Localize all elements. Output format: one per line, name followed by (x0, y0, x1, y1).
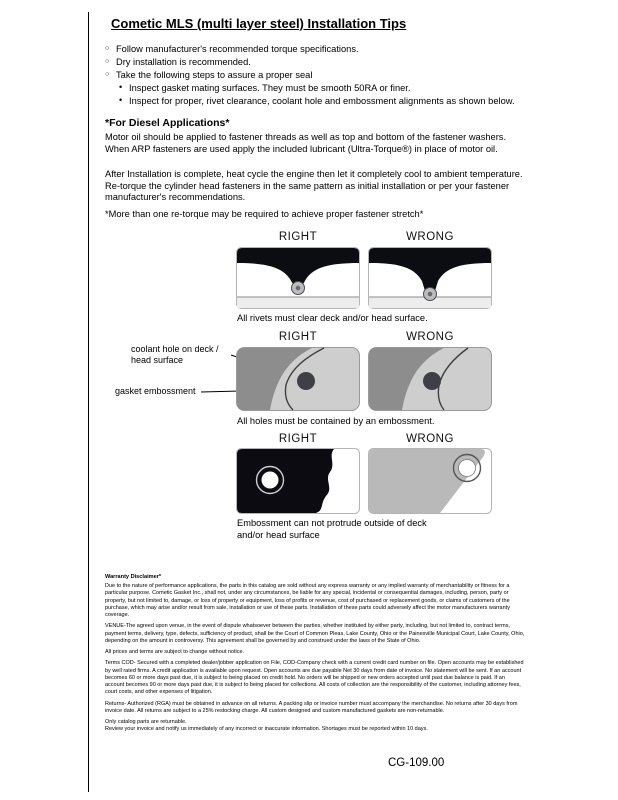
embossment-right-diagram (236, 448, 360, 514)
holes-caption: All holes must be contained by an embossment. (237, 416, 435, 426)
right-label: RIGHT (278, 433, 318, 445)
wrong-label: WRONG (406, 231, 454, 243)
tip-item (105, 56, 525, 68)
disclaimer-paragraph: Review your invoice and notify us immediately of any incorrect or inaccurate information. Shortages must be reported within 10 days. (105, 726, 428, 733)
wrong-label: WRONG (406, 331, 454, 343)
disclaimer-paragraph: All prices and terms are subject to change without notice. (105, 649, 245, 655)
left-rule (88, 12, 89, 792)
tip-text: Dry installation is recommended. (116, 57, 251, 68)
page-code: CG-109.00 (388, 757, 445, 769)
disclaimer-paragraph: Returns- Authorized (RGA) must be obtained in advance on all returns. A packing slip or invoice number must accompany the merchandise. No returns after 30 days from invoice date. All returns are subject to a 25% restocking charge. All custom designed and custom manufactured gaskets are non-returnable. (105, 700, 518, 714)
embossment-wrong-diagram (368, 448, 492, 514)
diesel-paragraph-2: After Installation is complete, heat cycle the engine then let it completely cool to ambient temperature. Re-torque the cylinder head fasteners in the same pattern as initial installation or per your fastener manufacturer's recommendations. (105, 169, 523, 203)
hole-icon (262, 472, 279, 489)
dot-bullet-icon: • (119, 82, 123, 93)
installation-tips-list (105, 43, 525, 108)
warranty-disclaimer (105, 574, 525, 738)
disclaimer-paragraph: Terms COD- Secured with a completed dealer/jobber application on File, COD-Company check with a current credit card number on file. Open accounts may be established by well rated firms. A credit application is available upon request. Open accounts are due payable Net 30 days from date of invoice. No statement will be sent. If an account becomes 60 or more days past due, it is subject to being placed on credit hold. No orders will be shipped or new orders accepted until past due balance is paid. If an account becomes 90 or more days past due, it is subject to being placed for collections. All costs of collection are the responsibility of the customer, including attorney fees, court costs, and other expenses of litigation. (105, 660, 524, 696)
coolant-hole-wrong-diagram (368, 347, 492, 411)
circle-bullet-icon: ○ (105, 71, 110, 79)
hole-icon (459, 460, 476, 477)
circle-bullet-icon: ○ (105, 45, 110, 52)
page-content (105, 0, 529, 800)
coolant-hole-icon (297, 372, 315, 390)
wrong-label: WRONG (406, 433, 454, 445)
diesel-applications-heading: *For Diesel Applications* (105, 117, 230, 129)
embossment-caption: Embossment can not protrude outside of deck and/or head surface (237, 518, 427, 540)
sub-tip-item (105, 95, 525, 107)
coolant-hole-right-diagram (236, 347, 360, 411)
right-label: RIGHT (278, 331, 318, 343)
sub-tip-text: Inspect for proper, rivet clearance, coolant hole and embossment alignments as shown below. (129, 96, 515, 107)
rivets-caption: All rivets must clear deck and/or head surface. (237, 313, 428, 323)
rivet-right-diagram (236, 247, 360, 309)
disclaimer-paragraph: VENUE-The agreed upon venue, in the event of dispute whatsoever between the parties, whether instituted by either party, including, but not limited to, contract terms, payment terms, delivery, type, defects, sufficiency of product, shall be the Court of Common Pleas, Lake County, Ohio or the Painesville Municipal Court, Lake County, Ohio, depending on the amount in controversy. This agreement shall be governed by and construed under the laws of the State of Ohio. (105, 623, 525, 644)
sub-tip-item (105, 82, 525, 94)
disclaimer-paragraph: Due to the nature of performance applications, the parts in this catalog are sold without any express warranty or any implied warranty of merchantability or fitness for a particular purpose. Cometic Gasket Inc., shall not, under any circumstances, be liable for any special, incidental or consequential damages, including, person, party or property, but not limited to, damage, or loss of property or equipment, loss of profits or revenue, cost of purchased or replacement goods, or claims of customers of the purchase, which may arise and/or result from sale, installation or use of these parts. Installation of these parts could adversely affect the motor manufacturers warranty coverage. (105, 583, 510, 618)
coolant-hole-icon (423, 372, 441, 390)
tip-text: Take the following steps to assure a proper seal (116, 70, 313, 81)
rivet-wrong-diagram (368, 247, 492, 309)
page-title: Cometic MLS (multi layer steel) Installation Tips (111, 16, 407, 31)
right-label: RIGHT (278, 231, 318, 243)
tip-text: Follow manufacturer's recommended torque specifications. (116, 44, 359, 54)
circle-bullet-icon: ○ (105, 58, 110, 66)
retorque-note: *More than one re-torque may be required to achieve proper fastener stretch* (105, 209, 424, 219)
dot-bullet-icon: • (119, 95, 123, 106)
warranty-heading: Warranty Disclaimer* (105, 574, 162, 580)
disclaimer-paragraph: Only catalog parts are returnable. (105, 719, 187, 725)
diesel-paragraph-1: Motor oil should be applied to fastener threads as well as top and bottom of the fastener washers. When ARP fasteners are used apply the included lubricant (Ultra-Torque®) in place of motor oil. (105, 132, 507, 154)
sub-tip-text: Inspect gasket mating surfaces. They must be smooth 50RA or finer. (129, 83, 411, 94)
tip-item (105, 69, 525, 81)
coolant-hole-label: coolant hole on deck / head surface (131, 344, 219, 365)
tip-item (105, 43, 525, 55)
gasket-embossment-label: gasket embossment (115, 386, 196, 396)
